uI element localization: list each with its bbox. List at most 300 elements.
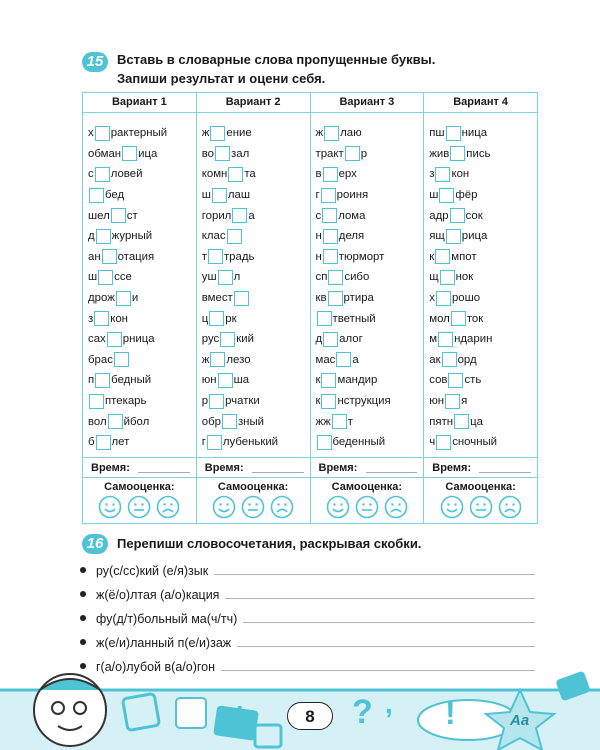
word-suffix: ртира bbox=[343, 292, 374, 305]
word-item bbox=[88, 329, 196, 350]
word-suffix: сок bbox=[465, 209, 483, 222]
word-item bbox=[202, 288, 310, 309]
neutral-face-icon[interactable] bbox=[355, 495, 379, 524]
word-item bbox=[88, 370, 196, 391]
word-item bbox=[316, 185, 424, 206]
phrase-text: г(а/о)лубой в(а/о)гон bbox=[96, 660, 215, 674]
word-prefix: б bbox=[88, 436, 95, 449]
word-suffix: зал bbox=[231, 147, 250, 160]
time-write-line[interactable] bbox=[252, 472, 304, 473]
word-prefix: ц bbox=[201, 312, 209, 325]
time-field bbox=[311, 457, 424, 477]
word-suffix: лезо bbox=[226, 353, 251, 366]
letter-input-box[interactable] bbox=[102, 249, 117, 264]
letter-input-box[interactable] bbox=[323, 332, 338, 347]
word-prefix: т bbox=[201, 250, 207, 263]
word-prefix: сах bbox=[88, 333, 106, 346]
word-prefix: д bbox=[88, 230, 95, 243]
letter-input-box[interactable] bbox=[95, 373, 110, 388]
word-suffix: а bbox=[248, 209, 255, 222]
word-prefix: пятн bbox=[429, 415, 454, 428]
word-prefix: ч bbox=[429, 436, 436, 449]
word-prefix: ж bbox=[201, 353, 210, 366]
word-suffix: журный bbox=[111, 230, 153, 243]
letter-input-box[interactable] bbox=[345, 146, 360, 161]
letter-input-box[interactable] bbox=[210, 126, 225, 141]
word-suffix: отация bbox=[117, 250, 155, 263]
word-item bbox=[202, 308, 310, 329]
self-assessment bbox=[311, 477, 424, 523]
word-item bbox=[316, 164, 424, 185]
word-item bbox=[429, 226, 537, 247]
word-item bbox=[316, 329, 424, 350]
word-suffix: ссе bbox=[114, 271, 132, 284]
word-prefix: н bbox=[315, 250, 322, 263]
letter-input-box[interactable] bbox=[218, 373, 233, 388]
word-prefix: сп bbox=[315, 271, 328, 284]
word-prefix: ш bbox=[429, 189, 439, 202]
bullet-icon bbox=[80, 663, 86, 669]
letter-input-box[interactable] bbox=[228, 167, 243, 182]
letter-input-box[interactable] bbox=[210, 352, 225, 367]
word-suffix: роиня bbox=[336, 189, 369, 202]
letter-input-box[interactable] bbox=[222, 414, 237, 429]
word-item bbox=[88, 288, 196, 309]
word-suffix: кон bbox=[110, 312, 128, 325]
word-prefix: д bbox=[315, 333, 323, 346]
page-number: 8 bbox=[287, 702, 333, 730]
word-suffix: лаю bbox=[340, 127, 362, 140]
word-suffix: а bbox=[352, 353, 359, 366]
letter-input-box[interactable] bbox=[436, 291, 451, 306]
word-item bbox=[202, 267, 310, 288]
letter-input-box[interactable] bbox=[215, 146, 230, 161]
word-suffix: рошо bbox=[451, 292, 481, 305]
letter-input-box[interactable] bbox=[450, 208, 465, 223]
word-item bbox=[316, 391, 424, 412]
word-prefix: ж bbox=[201, 127, 210, 140]
letter-input-box[interactable] bbox=[95, 126, 110, 141]
happy-face-icon[interactable] bbox=[326, 495, 350, 524]
word-prefix: вол bbox=[88, 415, 107, 428]
letter-input-box[interactable] bbox=[454, 414, 469, 429]
letter-input-box[interactable] bbox=[122, 146, 137, 161]
letter-input-box[interactable] bbox=[328, 291, 343, 306]
word-prefix: рус bbox=[201, 333, 220, 346]
word-item bbox=[429, 288, 537, 309]
letter-input-box[interactable] bbox=[89, 188, 104, 203]
time-label: Время: bbox=[204, 462, 244, 474]
word-item bbox=[88, 267, 196, 288]
variant-header: Вариант 4 bbox=[424, 93, 537, 113]
self-assessment bbox=[197, 477, 310, 523]
word-item bbox=[316, 205, 424, 226]
self-assessment-label: Самооценка: bbox=[331, 481, 403, 493]
answer-line[interactable] bbox=[225, 598, 535, 599]
word-suffix: рница bbox=[122, 333, 155, 346]
letter-input-box[interactable] bbox=[436, 435, 451, 450]
word-item bbox=[88, 164, 196, 185]
word-item bbox=[202, 226, 310, 247]
letter-input-box[interactable] bbox=[317, 311, 332, 326]
letter-input-box[interactable] bbox=[336, 352, 351, 367]
happy-face-icon[interactable] bbox=[212, 495, 236, 524]
word-item bbox=[88, 226, 196, 247]
word-prefix: н bbox=[315, 230, 322, 243]
sad-face-icon[interactable] bbox=[384, 495, 408, 524]
exclamation-decoration: ! bbox=[445, 695, 456, 731]
word-suffix: и bbox=[131, 292, 139, 305]
letter-input-box[interactable] bbox=[234, 291, 249, 306]
letter-input-box[interactable] bbox=[322, 208, 337, 223]
sad-face-icon[interactable] bbox=[270, 495, 294, 524]
word-suffix: л bbox=[233, 271, 241, 284]
letter-input-box[interactable] bbox=[209, 311, 224, 326]
word-item bbox=[429, 391, 537, 412]
letter-input-box[interactable] bbox=[445, 394, 460, 409]
word-suffix: зный bbox=[237, 415, 265, 428]
time-field bbox=[83, 457, 196, 477]
word-item bbox=[429, 144, 537, 165]
variant-header: Вариант 3 bbox=[311, 93, 424, 113]
self-assessment-label: Самооценка: bbox=[217, 481, 289, 493]
answer-line[interactable] bbox=[237, 646, 535, 647]
variant-column bbox=[311, 93, 425, 523]
word-prefix: адр bbox=[429, 209, 449, 222]
word-item bbox=[316, 370, 424, 391]
word-prefix: г bbox=[201, 436, 206, 449]
word-item bbox=[316, 144, 424, 165]
word-item bbox=[202, 391, 310, 412]
neutral-face-icon[interactable] bbox=[241, 495, 265, 524]
word-suffix: кий bbox=[236, 333, 254, 346]
word-prefix: к bbox=[315, 374, 321, 387]
letter-input-box[interactable] bbox=[212, 188, 227, 203]
word-item bbox=[202, 247, 310, 268]
word-item bbox=[202, 123, 310, 144]
variant-column bbox=[197, 93, 311, 523]
word-prefix: х bbox=[429, 292, 435, 305]
self-assessment-label: Самооценка: bbox=[104, 481, 175, 493]
word-item bbox=[429, 329, 537, 350]
word-prefix: шел bbox=[88, 209, 110, 222]
phrase-text: ру(с/сс)кий (е/я)зык bbox=[96, 564, 209, 578]
letter-input-box[interactable] bbox=[89, 394, 104, 409]
word-item bbox=[316, 308, 424, 329]
word-prefix: пш bbox=[429, 127, 445, 140]
word-suffix: тюрморт bbox=[338, 250, 385, 263]
word-prefix: вмест bbox=[201, 292, 233, 305]
word-prefix: з bbox=[429, 168, 435, 181]
word-suffix: алог bbox=[339, 333, 363, 346]
letter-input-box[interactable] bbox=[442, 352, 457, 367]
word-suffix: рактерный bbox=[110, 127, 168, 140]
word-prefix: ящ bbox=[429, 230, 445, 243]
word-prefix: с bbox=[315, 209, 322, 222]
letter-input-box[interactable] bbox=[95, 167, 110, 182]
star-label: Aa bbox=[510, 712, 530, 729]
word-prefix: кв bbox=[315, 292, 327, 305]
sad-face-icon[interactable] bbox=[156, 495, 180, 524]
word-prefix: к bbox=[315, 395, 321, 408]
word-suffix: бедный bbox=[111, 374, 152, 387]
letter-input-box[interactable] bbox=[450, 146, 465, 161]
time-field bbox=[197, 457, 310, 477]
word-item bbox=[316, 247, 424, 268]
comma-decoration: , bbox=[385, 688, 393, 719]
word-suffix: сночный bbox=[452, 436, 498, 449]
word-item bbox=[316, 288, 424, 309]
word-suffix: рк bbox=[225, 312, 237, 325]
word-item bbox=[316, 123, 424, 144]
letter-input-box[interactable] bbox=[227, 229, 242, 244]
word-suffix: лет bbox=[111, 436, 130, 449]
word-suffix: птекарь bbox=[105, 395, 147, 408]
word-suffix: орд bbox=[457, 353, 477, 366]
bullet-icon bbox=[80, 615, 86, 621]
letter-input-box[interactable] bbox=[207, 435, 222, 450]
word-item bbox=[429, 123, 537, 144]
word-item bbox=[429, 267, 537, 288]
letter-input-box[interactable] bbox=[323, 167, 338, 182]
word-item bbox=[202, 164, 310, 185]
task-16-number: 16 bbox=[82, 534, 108, 554]
phrase-item bbox=[80, 606, 535, 626]
letter-input-box[interactable] bbox=[111, 208, 126, 223]
letter-input-box[interactable] bbox=[209, 394, 224, 409]
word-table bbox=[82, 92, 538, 524]
word-prefix: ан bbox=[88, 250, 101, 263]
phrase-item bbox=[80, 558, 535, 578]
happy-face-icon[interactable] bbox=[98, 495, 122, 524]
time-label: Время: bbox=[318, 462, 358, 474]
letter-input-box[interactable] bbox=[107, 332, 122, 347]
phrase-item bbox=[80, 630, 535, 650]
sad-face-icon[interactable] bbox=[498, 495, 522, 524]
letter-input-box[interactable] bbox=[451, 311, 466, 326]
word-prefix: щ bbox=[429, 271, 439, 284]
word-suffix: ерх bbox=[338, 168, 357, 181]
word-item bbox=[88, 391, 196, 412]
word-item bbox=[88, 205, 196, 226]
word-item bbox=[429, 432, 537, 453]
neutral-face-icon[interactable] bbox=[469, 495, 493, 524]
time-label: Время: bbox=[432, 462, 472, 474]
letter-input-box[interactable] bbox=[114, 352, 129, 367]
word-prefix: ш bbox=[201, 189, 211, 202]
word-item bbox=[429, 370, 537, 391]
letter-input-box[interactable] bbox=[328, 270, 343, 285]
word-item bbox=[88, 350, 196, 371]
word-suffix: беденный bbox=[332, 436, 386, 449]
word-item bbox=[316, 226, 424, 247]
word-prefix: сов bbox=[429, 374, 448, 387]
word-suffix: тветный bbox=[332, 312, 376, 325]
word-suffix: ение bbox=[226, 127, 252, 140]
bullet-icon bbox=[80, 639, 86, 645]
word-item bbox=[88, 247, 196, 268]
letter-input-box[interactable] bbox=[232, 208, 247, 223]
letter-input-box[interactable] bbox=[208, 249, 223, 264]
word-prefix: мол bbox=[429, 312, 450, 325]
task-15-line-1: Вставь в словарные слова пропущенные буквы. bbox=[117, 52, 436, 67]
variant-column bbox=[424, 93, 537, 523]
word-prefix: мас bbox=[315, 353, 336, 366]
letter-input-box[interactable] bbox=[438, 332, 453, 347]
word-item bbox=[316, 411, 424, 432]
word-prefix: обр bbox=[201, 415, 221, 428]
letter-input-box[interactable] bbox=[96, 229, 111, 244]
word-suffix: ца bbox=[470, 415, 483, 428]
word-item bbox=[202, 205, 310, 226]
word-prefix: уш bbox=[201, 271, 217, 284]
letter-input-box[interactable] bbox=[218, 270, 233, 285]
letter-input-box[interactable] bbox=[435, 249, 450, 264]
word-prefix: горил bbox=[201, 209, 232, 222]
word-item bbox=[316, 350, 424, 371]
letter-input-box[interactable] bbox=[321, 373, 336, 388]
word-item bbox=[429, 247, 537, 268]
phrase-item bbox=[80, 582, 535, 602]
letter-input-box[interactable] bbox=[446, 229, 461, 244]
word-suffix: т bbox=[347, 415, 353, 428]
word-prefix: тракт bbox=[315, 147, 344, 160]
word-prefix: обман bbox=[88, 147, 122, 160]
word-prefix: брас bbox=[88, 353, 113, 366]
word-item bbox=[88, 308, 196, 329]
word-item bbox=[88, 185, 196, 206]
word-prefix: клас bbox=[201, 230, 226, 243]
word-suffix: я bbox=[461, 395, 468, 408]
word-prefix: х bbox=[88, 127, 94, 140]
word-suffix: лаш bbox=[227, 189, 251, 202]
word-suffix: ток bbox=[466, 312, 484, 325]
time-write-line[interactable] bbox=[138, 472, 190, 473]
time-write-line[interactable] bbox=[479, 472, 531, 473]
word-suffix: ша bbox=[233, 374, 250, 387]
word-suffix: ст bbox=[126, 209, 138, 222]
letter-input-box[interactable] bbox=[98, 270, 113, 285]
word-suffix: ндарин bbox=[454, 333, 493, 346]
word-suffix: лома bbox=[338, 209, 366, 222]
word-prefix: р bbox=[201, 395, 209, 408]
word-suffix: мпот bbox=[451, 250, 477, 263]
word-suffix: бед bbox=[105, 189, 125, 202]
time-label: Время: bbox=[91, 462, 130, 474]
self-assessment-label: Самооценка: bbox=[445, 481, 516, 493]
letter-input-box[interactable] bbox=[323, 229, 338, 244]
word-prefix: п bbox=[88, 374, 95, 387]
word-item bbox=[202, 370, 310, 391]
word-item bbox=[316, 432, 424, 453]
phrase-text: фу(д/т)больный ма(ч/тч) bbox=[96, 612, 238, 626]
letter-input-box[interactable] bbox=[317, 435, 332, 450]
word-prefix: юн bbox=[429, 395, 445, 408]
letter-input-box[interactable] bbox=[321, 188, 336, 203]
word-prefix: в bbox=[315, 168, 322, 181]
answer-line[interactable] bbox=[243, 622, 535, 623]
word-suffix: рица bbox=[461, 230, 488, 243]
word-suffix: кон bbox=[451, 168, 470, 181]
word-suffix: та bbox=[244, 168, 256, 181]
word-item bbox=[429, 185, 537, 206]
word-item bbox=[429, 308, 537, 329]
letter-input-box[interactable] bbox=[439, 188, 454, 203]
self-assessment bbox=[424, 477, 537, 523]
bullet-icon bbox=[80, 567, 86, 573]
word-suffix: рчатки bbox=[225, 395, 260, 408]
word-prefix: ж bbox=[315, 127, 324, 140]
letter-input-box[interactable] bbox=[116, 291, 131, 306]
letter-input-box[interactable] bbox=[220, 332, 235, 347]
word-prefix: с bbox=[88, 168, 94, 181]
letter-input-box[interactable] bbox=[94, 311, 109, 326]
phrase-text: ж(е/и)ланный п(е/и)заж bbox=[96, 636, 232, 650]
word-suffix: сибо bbox=[344, 271, 370, 284]
variant-column bbox=[83, 93, 197, 523]
word-suffix: нок bbox=[455, 271, 474, 284]
word-prefix: к bbox=[429, 250, 435, 263]
letter-input-box[interactable] bbox=[332, 414, 347, 429]
letter-input-box[interactable] bbox=[321, 394, 336, 409]
word-item bbox=[88, 123, 196, 144]
word-prefix: во bbox=[201, 147, 215, 160]
word-item bbox=[316, 267, 424, 288]
word-prefix: жив bbox=[429, 147, 450, 160]
word-item bbox=[202, 432, 310, 453]
word-suffix: деля bbox=[338, 230, 365, 243]
word-prefix: жж bbox=[315, 415, 331, 428]
letter-input-box[interactable] bbox=[446, 126, 461, 141]
time-write-line[interactable] bbox=[366, 472, 418, 473]
happy-face-icon[interactable] bbox=[440, 495, 464, 524]
word-suffix: традь bbox=[223, 250, 255, 263]
word-item bbox=[88, 432, 196, 453]
word-item bbox=[202, 144, 310, 165]
word-item bbox=[429, 350, 537, 371]
word-suffix: фёр bbox=[455, 189, 478, 202]
word-prefix: г bbox=[315, 189, 320, 202]
word-prefix: ак bbox=[429, 353, 441, 366]
letter-input-box[interactable] bbox=[448, 373, 463, 388]
word-suffix: сть bbox=[464, 374, 482, 387]
bullet-icon bbox=[80, 591, 86, 597]
phrase-text: ж(ё/о)лтая (а/о)кация bbox=[96, 588, 220, 602]
letter-input-box[interactable] bbox=[108, 414, 123, 429]
letter-input-box[interactable] bbox=[324, 126, 339, 141]
word-item bbox=[202, 350, 310, 371]
word-suffix: пись bbox=[466, 147, 491, 160]
word-suffix: ловей bbox=[110, 168, 143, 181]
task-15-line-2: Запиши результат и оцени себя. bbox=[117, 71, 326, 86]
task-15-instruction bbox=[117, 50, 435, 88]
task-16-instruction: Перепиши словосочетания, раскрывая скобки. bbox=[117, 536, 422, 551]
word-suffix: нструкция bbox=[337, 395, 391, 408]
neutral-face-icon[interactable] bbox=[127, 495, 151, 524]
word-prefix: юн bbox=[201, 374, 217, 387]
letter-input-box[interactable] bbox=[440, 270, 455, 285]
variant-header: Вариант 2 bbox=[197, 93, 310, 113]
letter-input-box[interactable] bbox=[435, 167, 450, 182]
answer-line[interactable] bbox=[214, 574, 535, 575]
word-item bbox=[88, 144, 196, 165]
word-item bbox=[429, 411, 537, 432]
letter-input-box[interactable] bbox=[323, 249, 338, 264]
letter-input-box[interactable] bbox=[96, 435, 111, 450]
word-suffix: ица bbox=[138, 147, 158, 160]
variant-header: Вариант 1 bbox=[83, 93, 196, 113]
word-item bbox=[429, 164, 537, 185]
